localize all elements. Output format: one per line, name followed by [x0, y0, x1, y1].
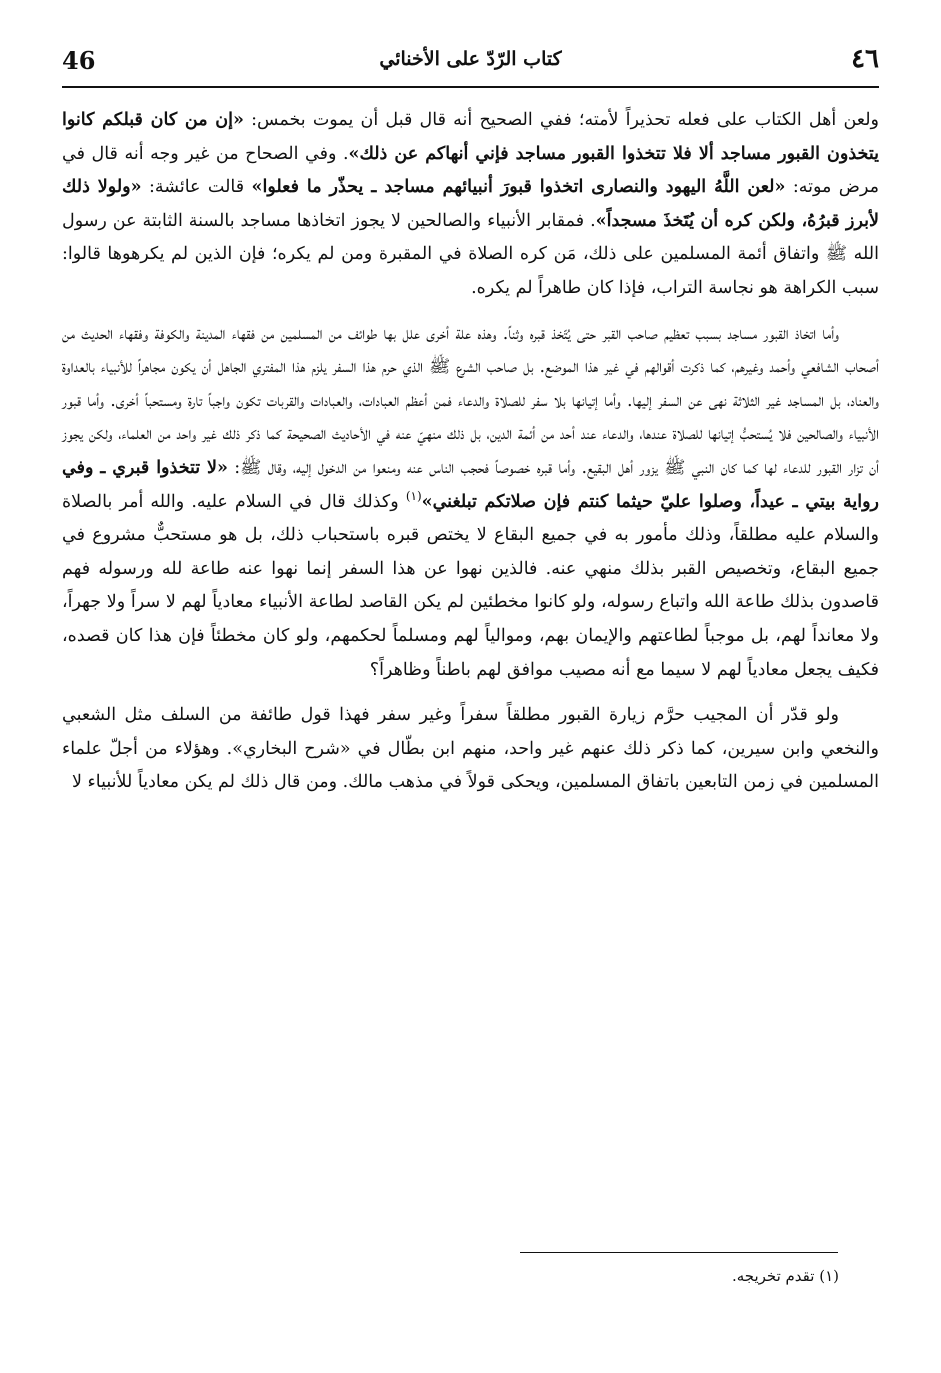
main-text [62, 104, 879, 812]
hadith-quote-1: «إن من كان قبلكم كانوا يتخذون القبور مساجد ألا فلا تتخذوا القبور مساجد فإني أنهاكم عن ذلك» [62, 110, 879, 164]
running-header [62, 40, 879, 88]
p1-text-4: . فمقابر الأنبياء والصالحين لا يجوز اتخاذها مساجد بالسنة الثابتة عن رسول الله ﷺ واتفاق أئمة المسلمين على ذلك، مَن كره الصلاة في المقبرة ومن لم يكره؛ فإن الذين لم يكرهوها قالوا: سبب الكراهة هو نجاسة التراب، فإذا كان طاهراً لم يكره. [62, 210, 879, 298]
hadith-quote-4: «لا تتخذوا قبري ـ وفي رواية بيتي ـ عيداً، وصلوا عليّ حيثما كنتم فإن صلاتكم تبلغني» [62, 457, 879, 512]
p1-text-1: ولعن أهل الكتاب على فعله تحذيراً لأمته؛ ففي الصحيح أنه قال قبل أن يموت بخمس: [243, 110, 880, 130]
page-number-arabic: ٤٦ [851, 44, 879, 74]
footnote: (١) تقدم تخريجه. [731, 1267, 839, 1285]
hadith-quote-2: «لعن اللَّهُ اليهود والنصارى اتخذوا قبورَ أنبيائهم مساجد ـ يحذّر ما فعلوا» [251, 177, 786, 198]
paragraph-2 [62, 318, 879, 688]
paragraph-1 [62, 104, 879, 306]
hadith-quote-3: «ولولا ذلك لأبرز قبرُهُ، ولكن كره أن يُتَخذَ مسجداً» [62, 177, 880, 231]
footnote-ref: (١) [405, 488, 422, 503]
paragraph-3: ولو قدّر أن المجيب حرَّم زيارة القبور مطلقاً سفراً وغير سفر فهذا قول طائفة من السلف مثل الشعبي والنخعي وابن سيرين، كما ذكر ذلك عنهم غير واحد، منهم ابن بطّال في «شرح البخاري». وهؤلاء من أجلّ علماء المسلمين في زمن التابعين باتفاق المسلمين، ويحكى قولاً في مذهب مالك. ومن قال ذلك لم يكن معادياً للأنبياء لا [62, 705, 879, 793]
page-number-latin: 46 [62, 46, 96, 75]
p1-text-2: . وفي الصحاح من غير وجه أنه قال في مرض موته: [62, 143, 879, 198]
footnote-separator [520, 1252, 838, 1253]
book-title: كتاب الرّدّ على الأخنائي [379, 48, 562, 70]
p1-text-3: قالت عائشة: [141, 177, 252, 198]
p2-text-2: وكذلك قال في السلام عليه. والله أمر بالصلاة والسلام عليه مطلقاً، وذلك مأمور به في جميع البقاع لا يختص قبره باستحباب ذلك، بل هو مستحبٌّ مشروع في جميع البقاع، وتخصيص القبر بذلك منهي عنه. فالذين نهوا عن هذا السفر إنما نهوا عنه طاعة لله ورسوله فهم قاصدون بذلك طاعة الله واتباع رسوله، ولو كانوا مخطئين لم يكن القاصد لطاعة الأنبياء معادياً لهم لا سراً ولا جهراً، ولا معانداً لهم، بل موجباً لطاعتهم والإيمان بهم، وموالياً لهم ومسلماً لحكمهم، ولو كان مخطئاً فإن هذا كان قصده، فكيف يجعل معادياً لهم لا سيما مع أنه مصيب موافق لهم باطناً وظاهراً؟ [62, 491, 879, 680]
p2-text-1: وأما اتخاذ القبور مساجد بسبب تعظيم صاحب القبر حتى يُتّخذ قبره وثناً. وهذه علة أخرى علل بها طوائف من المسلمين من فقهاء المدينة والكوفة وفقهاء الحديث من أصحاب الشافعي وأحمد وغيرهم، كما ذكرت أقوالهم في غير هذا الموضع. بل صاحب الشرع ﷺ الذي حرم هذا السفر يلزم هذا المفتري الجاهل أن يكون مجاهراً للأنبياء بالعداوة والعناد، بل المساجد غير الثلاثة نهى عن السفر إليها. وأما إتيانها بلا سفر للصلاة والدعاء فمن أعظم العبادات، والعبادات والقربات تكون واجباً تارة ومستحباً أخرى. وأما قبور الأنبياء والصالحين فلا يُستحبُّ إتيانها للصلاة عندها، والدعاء عند أحد من أئمة الدين، بل ذلك منهيّ عنه في الأحاديث الصحيحة كما ذكر ذلك غير واحد من العلماء، ولكن يجوز أن تزار القبور للدعاء لها كما كان النبي ﷺ يزور أهل البقيع. وأما قبره خصوصاً فحجب الناس عنه ومنعوا من الدخول إليه، وقال ﷺ: [62, 323, 880, 478]
